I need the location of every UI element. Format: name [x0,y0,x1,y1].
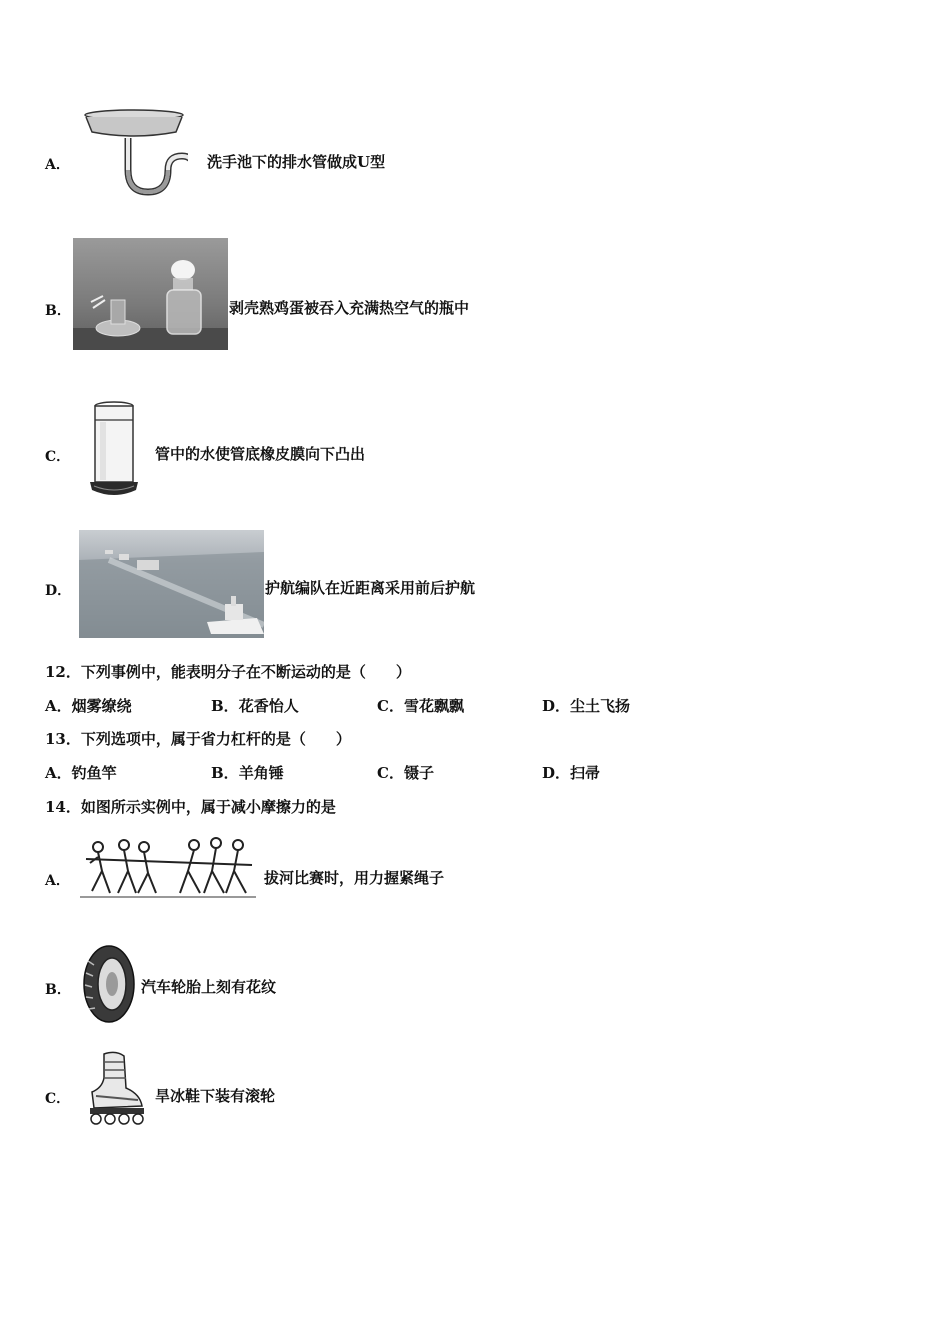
q14-option-a-label: A． [45,873,70,889]
q13-choice-a [45,764,117,782]
choice-text: 尘土飞扬 [570,697,631,715]
option-d-text: 护航编队在近距离采用前后护航 [265,579,476,597]
egg-bottle-drawing [73,238,228,350]
question-12-stem: 12．下列事例中，能表明分子在不断运动的是（ ） [45,663,411,681]
q12-choice-d [542,697,630,715]
q13-choice-c [377,764,434,782]
choice-label: D． [542,697,571,715]
q12-choice-a [45,697,132,715]
choice-label: B． [211,764,239,782]
q12-choice-b [211,697,299,715]
option-b-label: B． [45,303,71,319]
choice-label: C． [377,764,404,782]
roller-skate-icon [82,1048,148,1126]
q13-choice-b [211,764,284,782]
q13-choice-d [542,764,600,782]
tire-icon [82,943,136,1025]
choice-text: 钓鱼竿 [71,764,117,782]
choice-label: D． [542,764,571,782]
q14-option-c-text: 旱冰鞋下装有滚轮 [155,1087,276,1105]
u-trap-pipe-icon [82,108,188,208]
question-14-stem: 14．如图所示实例中，属于减小摩擦力的是 [45,798,336,816]
choice-label: B． [211,697,239,715]
question-13-stem: 13．下列选项中，属于省力杠杆的是（ ） [45,730,351,748]
choice-label: A． [45,697,72,715]
egg-bottle-photo [73,238,228,350]
choice-label: A． [45,764,72,782]
option-c-label: C． [45,449,71,465]
ships-drawing [79,530,264,638]
option-d-label: D． [45,583,72,599]
choice-text: 雪花飘飘 [403,697,464,715]
q14-option-c-label: C． [45,1091,71,1107]
ships-photo [79,530,264,638]
choice-text: 镊子 [403,764,434,782]
q12-choice-c [377,697,464,715]
q14-option-a-text: 拔河比赛时，用力握紧绳子 [264,869,445,887]
option-a-text: 洗手池下的排水管做成U型 [207,153,386,171]
q14-option-b-text: 汽车轮胎上刻有花纹 [141,978,277,996]
choice-text: 扫帚 [570,764,601,782]
option-b-text: 剥壳熟鸡蛋被吞入充满热空气的瓶中 [229,299,470,317]
option-a-label: A． [45,157,70,173]
choice-label: C． [377,697,404,715]
choice-text: 羊角锤 [238,764,284,782]
water-tube-icon [86,400,146,504]
option-c-text: 管中的水使管底橡皮膜向下凸出 [155,445,366,463]
q14-option-b-label: B． [45,982,71,998]
choice-text: 花香怡人 [238,697,299,715]
tug-of-war-icon [76,833,260,903]
choice-text: 烟雾缭绕 [71,697,132,715]
